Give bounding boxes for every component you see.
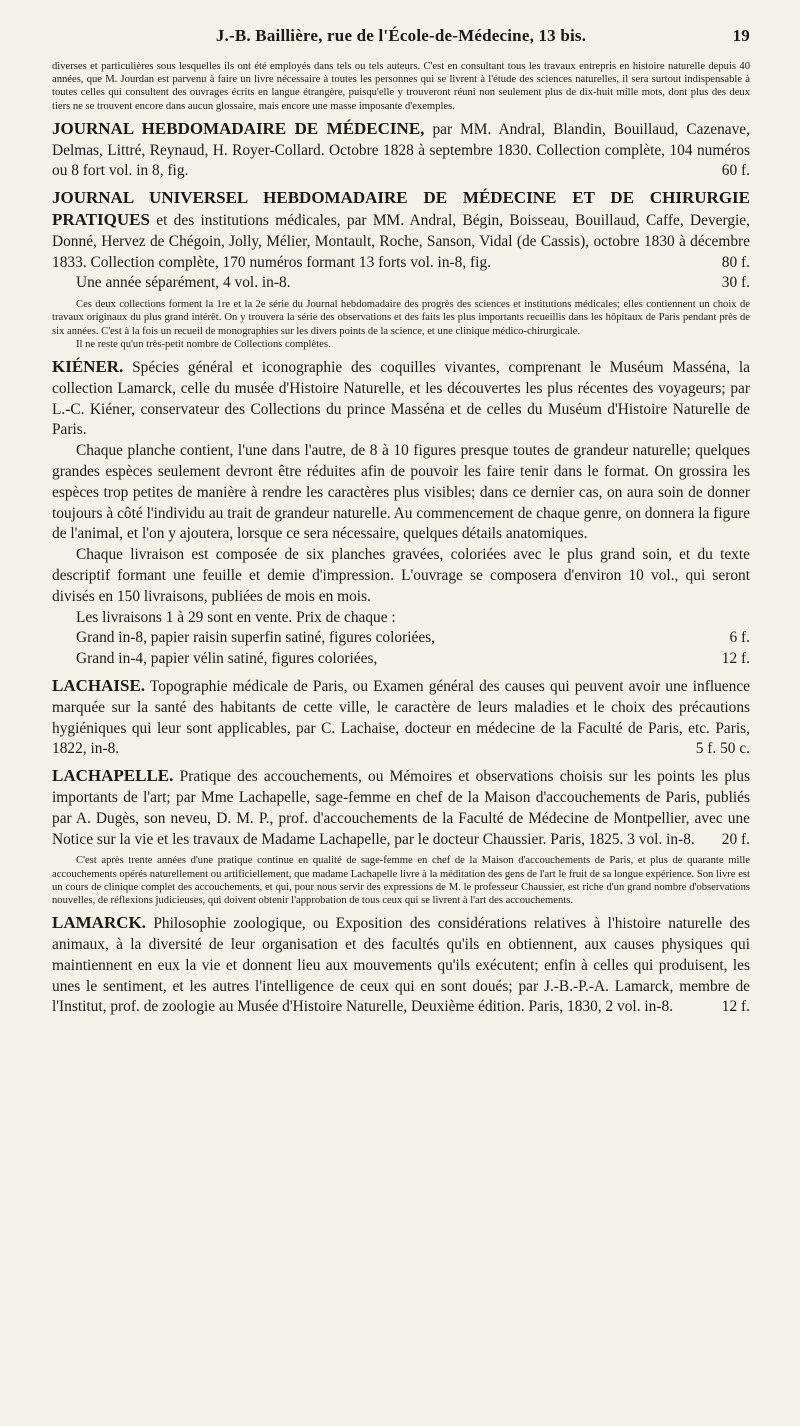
entry-note-2: Il ne reste qu'un très-petit nombre de Collections complètes.: [76, 338, 331, 350]
entry-head: LAMARCK.: [52, 913, 146, 933]
entry-text: par MM. Andral, Blandin, Bouillaud, Cazenave, Delmas, Littré, Reynaud, H. Royer-Collard. Octobre 1828 à septembre 1830. Collection complète, 104 numéros ou 8 fort vol. in 8, fig.: [52, 120, 750, 180]
entry-paragraph-2: Chaque livraison est composée de six planches gravées, coloriées avec le plus grand soin, et du texte descriptif formant une feuille et demie d'impression. L'ouvrage se composera d'environ 10 vol., qui seront divisés en 150 livraisons, publiées de mois en mois.: [52, 546, 750, 605]
price-line: [52, 649, 750, 670]
entry-price: 5 f. 50 c.: [695, 740, 750, 758]
entry-lamarck: [52, 913, 750, 1018]
intro-note: diverses et particulières sous lesquelles ils ont été employés dans tels ou tels auteurs. C'est en consultant tous les travaux entrepris en histoire naturelle depuis 40 années, que M. Jourdan est parvenu à faire un livre nécessaire à toutes les personnes qui se livrent à l'étude des sciences naturelles, il sera surtout indispensable à toutes celles qui consultent des ouvrages écrits en langue étrangère, puisqu'elle y trouveront réuni non seulement plus de dix-huit mille mots, dont plus des deux tiers ne se trouvent encore dans aucun glossaire, mais encore une masse imposante d'exemples.: [52, 61, 750, 112]
price-value: 12 f.: [721, 650, 750, 668]
price-value: 6 f.: [729, 629, 750, 647]
entry-head: JOURNAL UNIVERSEL HEBDOMADAIRE DE MÉDECINE ET DE CHIRURGIE PRATIQUES: [52, 188, 750, 229]
entry-paragraph-3: Les livraisons 1 à 29 sont en vente. Prix de chaque :: [76, 608, 396, 626]
entry-price: 12 f.: [721, 998, 750, 1016]
page-number: 19: [732, 26, 750, 45]
running-head-title: J.-B. Baillière, rue de l'École-de-Médecine, 13 bis.: [215, 26, 587, 45]
price-line: [52, 628, 750, 649]
price-label: Grand in-8, papier raisin superfin satiné, figures coloriées,: [76, 629, 435, 647]
entry-price: 80 f.: [721, 253, 750, 271]
entry-price: 20 f.: [721, 830, 750, 848]
entry-lachapelle: [52, 766, 750, 850]
entry-price: 60 f.: [721, 162, 750, 180]
entry-lachaise: [52, 676, 750, 760]
running-head: [52, 0, 750, 56]
entry-text: Pratique des accouchements, ou Mémoires et observations choisis sur les points les plus importants de l'art; par Mme Lachapelle, sage-femme en chef de la Maison d'accouchements de Paris, publiés par A. Dugès, son neveu, D. M. P., prof. d'accouchements de la Faculté de Médecine de Montpellier, avec une Notice sur la vie et les travaux de Madame Lachapelle, par le docteur Chaussier. Paris, 1825. 3 vol. in-8.: [52, 768, 750, 848]
entry-text: Topographie médicale de Paris, ou Examen général des causes qui peuvent avoir une influence marquée sur la santé des habitants de cette ville, le caractère de leurs maladies et le choix des précautions hygiéniques qui leur sont applicables, par C. Lachaise, docteur en médecine de la Faculté de Paris, etc. Paris, 1822, in-8.: [52, 677, 750, 758]
entry-text: Philosophie zoologique, ou Exposition des considérations relatives à l'histoire naturelle des animaux, à la diversité de leur organisation et des facultés qu'ils en obtiennent, aux causes physiques qui maintiennent en eux la vie et donnent lieu aux mouvements qu'ils exécutent; enfin à celles qui produisent, les unes le sentiment, et les autres l'intelligence de ceux qui en sont doués; par J.-B.-P.-A. Lamarck, membre de l'Institut, prof. de zoologie au Musée d'Histoire Naturelle, Deuxième édition. Paris, 1830, 2 vol. in-8.: [52, 915, 750, 1016]
entry-journal-universel: [52, 188, 750, 294]
entry-text: et des institutions médicales, par MM. Andral, Bégin, Boisseau, Bouillaud, Caffe, Devergie, Donné, Hervez de Chégoin, Jolly, Mélier, Montault, Roche, Sanson, Vidal (de Cassis), octobre 1830 à décembre 1833. Collection complète, 170 numéros formant 13 forts vol. in-8, fig.: [52, 212, 750, 271]
entry-head: JOURNAL HEBDOMADAIRE DE MÉDECINE,: [52, 118, 425, 138]
price-label: Grand in-4, papier vélin satiné, figures coloriées,: [76, 650, 378, 668]
entry-sub-text: Une année séparément, 4 vol. in-8.: [76, 274, 291, 292]
entry-head: LACHAPELLE.: [52, 766, 174, 786]
entry-note: C'est après trente années d'une pratique continue en qualité de sage-femme en chef de la Maison d'accouchements de Paris, et plus de quarante mille accouchements opérés naturellement ou artificiellement, que madame Lachapelle livre à la méditation des gens de l'art le fruit de sa longue expérience. Son livre est un cours de clinique complet des accouchements, et qui, pour nous servir des expressions de M. le professeur Chaussier, est riche d'un grand nombre d'observations nouvelles, de réflexions judicieuses, qui doivent obtenir l'approbation de tous ceux qui se livrent à l'art des accouchements.: [52, 855, 750, 906]
entry-head: LACHAISE.: [52, 675, 146, 695]
entry-text: Spécies général et iconographie des coquilles vivantes, comprenant le Muséum Masséna, la collection Lamarck, celle du musée d'Histoire Naturelle, et les découvertes les plus récentes des voyageurs; par L.-C. Kiéner, conservateur des Collections du prince Masséna et de celles du Muséum d'Histoire Naturelle de Paris.: [52, 359, 750, 439]
entry-journal-hebdomadaire: [52, 119, 750, 182]
entry-sub-line: [52, 273, 750, 294]
entry-head: KIÉNER.: [52, 357, 124, 376]
entry-kiener: [52, 357, 750, 441]
entry-paragraph: Chaque planche contient, l'une dans l'autre, de 8 à 10 figures presque toutes de grandeur naturelle; quelques grandes espèces seulement devront être réduites afin de pouvoir les faire tenir dans le format. On grossira les espèces trop petites de manière à rendre les caractères plus visibles; dans ce dernier cas, on aura soin de donner toujours à côté l'individu au trait de grandeur naturelle. Au commencement de chaque genre, on donnera la figure de l'animal, et l'on y ajoutera, lorsque ce sera nécessaire, quelques détails anatomiques.: [52, 442, 750, 543]
entry-sub-price: 30 f.: [721, 274, 750, 292]
entry-note: Ces deux collections forment la 1re et la 2e série du Journal hebdomadaire des progrès des sciences et institutions médicales; elles contiennent un choix de travaux originaux du plus grand intérêt. On y trouvera la série des observations et des faits les plus importants recueillis dans les hôpitaux de Paris pendant près de six années. C'est à la fois un recueil de monographies sur les divers points de la science, et une clinique médico-chirurgicale.: [52, 299, 750, 337]
